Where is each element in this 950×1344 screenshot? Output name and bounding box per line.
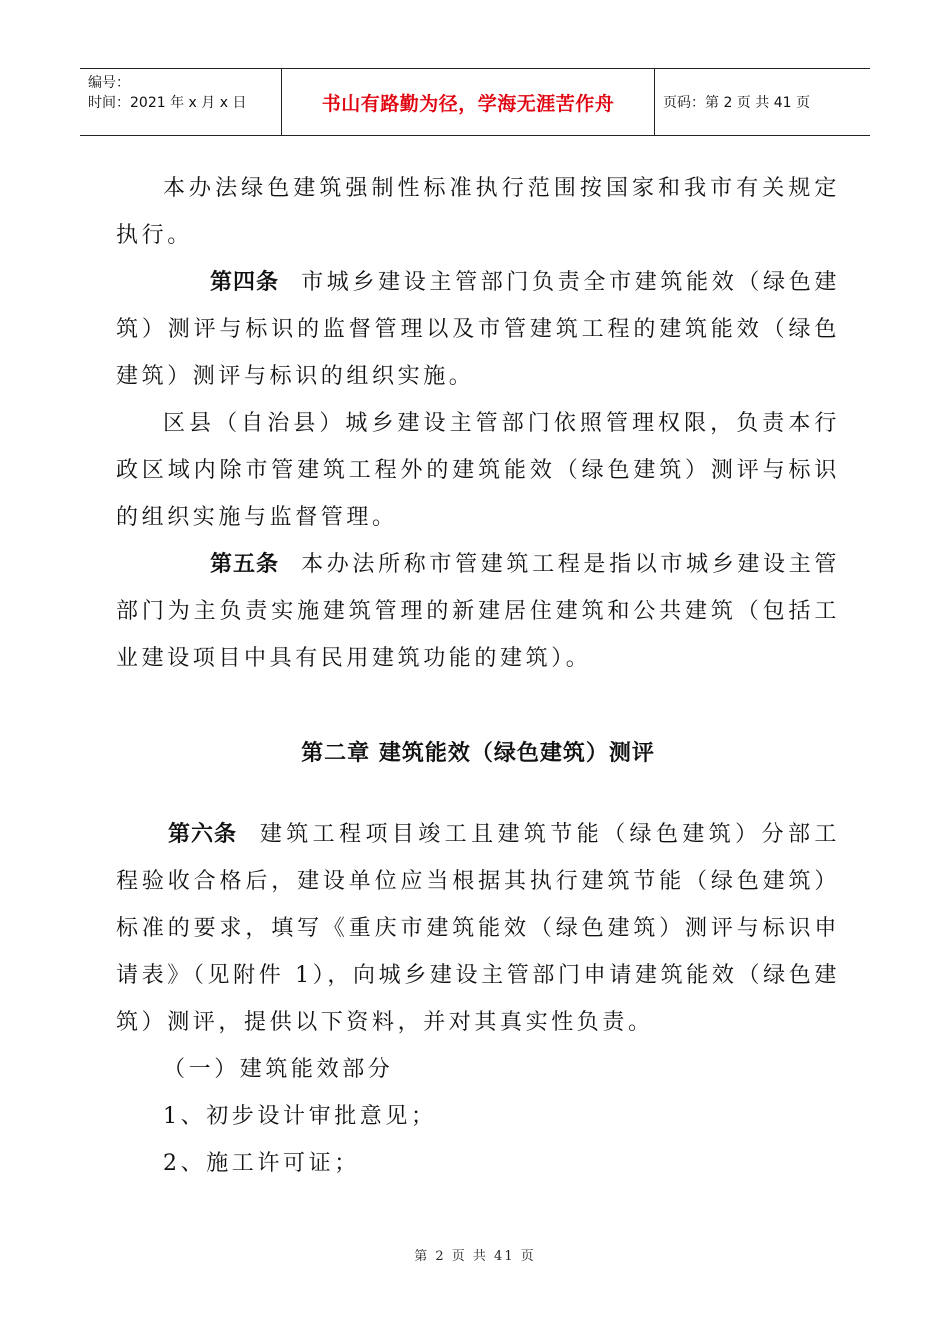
header-motto-cell bbox=[282, 69, 655, 135]
article-5-title: 第五条 bbox=[210, 552, 280, 577]
article-4 bbox=[116, 259, 840, 400]
article-4-text: 市城乡建设主管部门负责全市建筑能效（绿色建筑）测评与标识的监督管理以及市管建筑工程的建筑能效（绿色建筑）测评与标识的组织实施。 bbox=[116, 270, 840, 389]
header-page-info: 页码：第 2 页 共 41 页 bbox=[663, 95, 810, 111]
header-meta-cell bbox=[80, 69, 282, 135]
document-number-label: 编号： bbox=[88, 75, 130, 91]
subsection-heading: （一）建筑能效部分 bbox=[163, 1057, 394, 1082]
header-motto: 书山有路勤为径，学海无涯苦作舟 bbox=[321, 92, 615, 115]
document-body bbox=[116, 165, 840, 1187]
article-6-title: 第六条 bbox=[168, 822, 238, 847]
page-header bbox=[80, 68, 870, 136]
page-footer: 第 2 页 共 41 页 bbox=[414, 1249, 536, 1264]
header-page-cell bbox=[655, 69, 870, 135]
article-6-text: 建筑工程项目竣工且建筑节能（绿色建筑）分部工程验收合格后，建设单位应当根据其执行建筑节能（绿色建筑）标准的要求，填写《重庆市建筑能效（绿色建筑）测评与标识申请表》（见附件 1），向城乡建设主管部门申请建筑能效（绿色建筑）测评，提供以下资料，并对其真实性负责。 bbox=[116, 822, 840, 1035]
list-item: 2、施工许可证； bbox=[163, 1151, 360, 1176]
list-item: 1、初步设计审批意见； bbox=[163, 1104, 437, 1129]
document-date-label: 时间：2021 年 x 月 x 日 bbox=[88, 95, 247, 111]
paragraph-district: 区县（自治县）城乡建设主管部门依照管理权限，负责本行政区域内除市管建筑工程外的建筑能效（绿色建筑）测评与标识的组织实施与监督管理。 bbox=[116, 411, 840, 530]
article-6 bbox=[116, 811, 840, 1046]
article-5-text: 本办法所称市管建筑工程是指以市城乡建设主管部门为主负责实施建筑管理的新建居住建筑和公共建筑（包括工业建设项目中具有民用建筑功能的建筑）。 bbox=[116, 552, 840, 671]
article-4-title: 第四条 bbox=[210, 270, 280, 295]
article-5 bbox=[116, 541, 840, 682]
paragraph-scope: 本办法绿色建筑强制性标准执行范围按国家和我市有关规定执行。 bbox=[116, 176, 840, 248]
chapter-heading: 第二章 建筑能效（绿色建筑）测评 bbox=[301, 741, 655, 766]
